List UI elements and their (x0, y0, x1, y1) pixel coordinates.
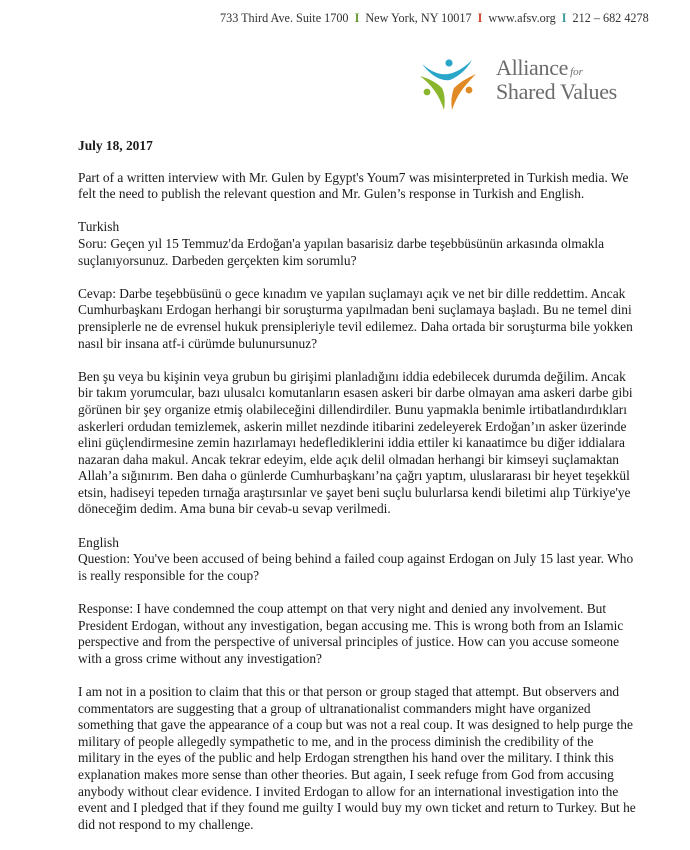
separator: I (561, 11, 567, 25)
turkish-heading: Turkish (78, 219, 120, 235)
turkish-section (78, 219, 638, 269)
turkish-answer-2: Ben şu veya bu kişinin veya grubun bu girişimi planladığını iddia edebilecek durumda değilim. Ancak bir takım yorumcular, bazı ulusalcı komutanların esasen askeri bir darbe olmayan ama askeri darbe gibi görünen bir şey organize etmiş olabileceğini dillendirdiler. Bunu yapmakla benimle irtibatlandırdıkları askerleri ordudan temizlemek, askerin millet nezdinde itibarini zedeleyerek Erdoğan’ın asker üzerinde elini güçlendirmesine zemin hazırlamayı hedeflediklerini iddia ettiler ki kanaatimce bu diğer iddialara nazaran daha makul. Ancak tekrar edeyim, elde açık delil olmadan herhangi bir kimseyi suçlamaktan Allah’a sığınırım. Ben daha o günlerde Cumhurbaşkanı’na çağrı yaptım, uluslararası bir heyet teşekkül etsin, hadiseyi tepeden tırnağa araştırsınlar ve şayet beni suçlu bulurlarsa kendi biletimi alıp Türkiye'ye döneceğim dedim. Ama buna bir cevab-u sevap verilmedi. (78, 368, 633, 517)
people-figure-logo-icon (418, 54, 478, 110)
english-section (78, 535, 638, 585)
english-answer-2: I am not in a position to claim that this or that person or group staged that attempt. But observers and commentators are suggesting that a group of ultranationalist commanders might have organized something that gave the appearance of a coup but was not a real coup. It was designed to help purge the military of people allegedly sympathetic to me, and in the process diminish the credibility of the military in the eyes of the public and help Erdogan strengthen his hand over the military. I think this explanation makes more sense than other theories. But again, I seek refuge from God from accusing anybody without clear evidence. I invited Erdogan to allow for an international investigation into the event and I pledged that if they found me guilty I would buy my own ticket and return to Turkey. But he did not respond to my challenge. (78, 684, 636, 832)
document-body (78, 138, 638, 850)
organization-logo (418, 52, 678, 112)
document-date: July 18, 2017 (78, 138, 153, 153)
separator: I (354, 11, 360, 25)
intro-paragraph: Part of a written interview with Mr. Gulen by Egypt's Youm7 was misinterpreted in Turkish media. We felt the need to publish the relevant question and Mr. Gulen’s response in Turkish and English. (78, 169, 629, 202)
english-answer-1: Response: I have condemned the coup attempt on that very night and denied any involvement. But President Erdogan, without any investigation, began accusing me. This is wrong both from an Islamic perspective and from the perspective of universal principles of justice. How can you accuse someone with a gross crime without any investigation? (78, 601, 624, 666)
phone: 212 – 682 4278 (572, 11, 649, 25)
logo-wordmark: Alliance for Shared Values (496, 55, 617, 104)
english-question: Question: You've been accused of being behind a failed coup against Erdogan on July 15 last year. Who is really responsible for the coup? (78, 551, 634, 583)
city: New York, NY 10017 (365, 11, 472, 25)
separator: I (477, 11, 483, 25)
website-link[interactable]: www.afsv.org (488, 11, 556, 25)
address: 733 Third Ave. Suite 1700 (220, 11, 349, 25)
english-heading: English (78, 534, 119, 550)
letterhead-contact (220, 11, 649, 26)
turkish-answer-1: Cevap: Darbe teşebbüsünü o gece kınadım ve yapılan suçlamayı açık ve net bir dille reddettim. Ancak Cumhurbaşkanı Erdogan herhangi bir soruşturma yapılmadan beni suçlamaya başladı. Bu ne temel dini prensiplerle ne de evrensel hukuk prensipleriyle tevil edilemez. Daha ortada bir soruşturma bile yokken nasıl bir insana atf-i cürümde bulunursunuz? (78, 285, 633, 351)
turkish-question: Soru: Geçen yıl 15 Temmuz'da Erdoğan'a yapılan basarisiz darbe teşebbüsünün arkasında olmakla suçlanıyorsunuz. Darbeden gerçekten kim sorumlu? (78, 235, 605, 268)
